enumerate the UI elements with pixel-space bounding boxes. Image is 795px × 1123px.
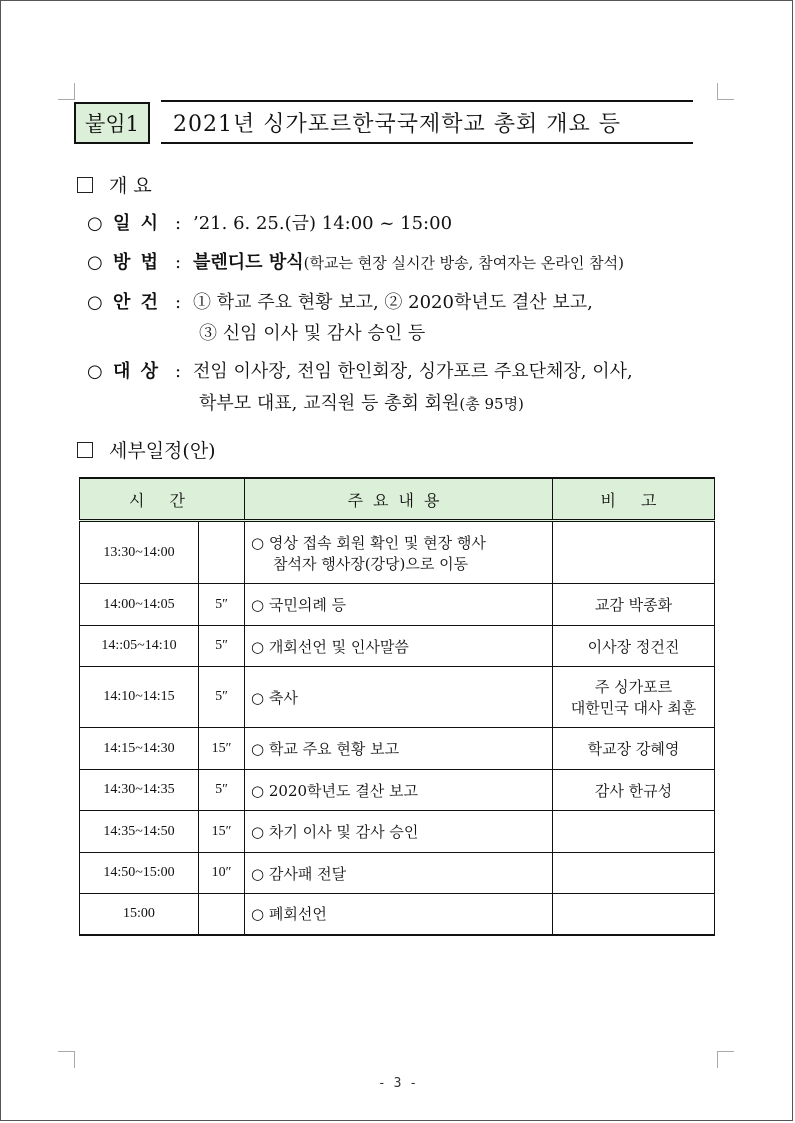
cell-duration: 15″ [199,811,245,853]
cell-time: 14:15~14:30 [80,728,199,770]
item-key: 일 시 [113,213,161,234]
item-colon: : [175,213,182,234]
title-rule-top [161,100,693,102]
table-row [80,853,715,894]
item-target-count: (총 95명) [459,395,524,413]
table-row [80,728,715,770]
cell-note-line2: 대한민국 대사 최훈 [570,699,697,717]
item-key: 대 상 [113,361,161,382]
cell-content-line2: 참석자 행사장(강당)으로 이동 [273,554,469,573]
section-overview [77,171,152,198]
cell-content: ○ 2020학년도 결산 보고 [245,770,553,811]
table-row [80,770,715,811]
cell-content-line1: ○ 영상 접속 회원 확인 및 현장 행사 [251,533,486,552]
item-colon: : [175,361,182,382]
cell-content: ○ 국민의례 등 [245,584,553,626]
item-value: 전임 이사장, 전임 한인회장, 싱가포르 주요단체장, 이사, [193,361,633,382]
item-key: 안 건 [113,292,161,313]
cell-duration [199,894,245,935]
table-row [80,667,715,728]
cell-content: ○ 축사 [245,667,553,728]
crop-mark-top-right [717,83,734,100]
cell-content: ○ 폐회선언 [245,894,553,935]
cell-note-line1: 주 싱가포르 [594,678,673,696]
table-row [80,811,715,853]
item-date [87,209,452,235]
cell-duration: 10″ [199,853,245,894]
section-schedule [77,436,216,463]
cell-duration: 5″ [199,770,245,811]
item-agenda [87,288,593,314]
cell-note: 이사장 정건진 [553,626,715,667]
bullet-circle-icon: ○ [87,361,103,382]
cell-content: ○ 차기 이사 및 감사 승인 [245,811,553,853]
cell-note: 감사 한규성 [553,770,715,811]
cell-note: 학교장 강혜영 [553,728,715,770]
item-value: ① 학교 주요 현황 보고, ② 2020학년도 결산 보고, [193,292,593,313]
cell-time: 14:35~14:50 [80,811,199,853]
crop-mark-top-left [58,83,75,100]
item-value-bold: 블렌디드 방식 [193,252,304,273]
header-note: 비 고 [553,478,715,521]
table-row [80,521,715,584]
cell-note [553,853,715,894]
item-agenda-cont: ③ 신임 이사 및 감사 승인 등 [199,323,426,344]
bullet-circle-icon: ○ [87,252,103,273]
bullet-circle-icon: ○ [87,213,103,234]
cell-duration: 5″ [199,667,245,728]
section-overview-label: 개 요 [109,175,152,197]
header-content: 주요내용 [245,478,553,521]
cell-duration: 5″ [199,584,245,626]
table-row [80,626,715,667]
checkbox-square-icon [77,442,93,458]
crop-mark-bottom-left [58,1051,75,1068]
header-time: 시 간 [80,478,245,521]
cell-content: ○ 개회선언 및 인사말씀 [245,626,553,667]
cell-note: 교감 박종화 [553,584,715,626]
cell-note [553,811,715,853]
page-number: - 3 - [377,1076,418,1091]
cell-duration: 15″ [199,728,245,770]
item-value-note: (학교는 현장 실시간 방송, 참여자는 온라인 참석) [303,254,625,272]
cell-content: ○ 학교 주요 현황 보고 [245,728,553,770]
cell-time: 15:00 [80,894,199,935]
cell-time: 14:10~14:15 [80,667,199,728]
title-rule-bottom [161,142,693,144]
cell-content: ○ 감사패 전달 [245,853,553,894]
checkbox-square-icon [77,177,93,193]
table-header-row [80,478,715,521]
table-row [80,584,715,626]
item-target-cont-text: 학부모 대표, 교직원 등 총회 회원 [199,393,460,414]
cell-note [553,667,715,728]
crop-mark-bottom-right [717,1051,734,1068]
table-row [80,894,715,935]
item-method [87,248,624,274]
item-key: 방 법 [113,252,161,273]
document-title: 2021년 싱가포르한국국제학교 총회 개요 등 [173,112,621,137]
cell-time: 14:50~15:00 [80,853,199,894]
cell-note [553,521,715,584]
cell-duration [199,521,245,584]
cell-time: 14::05~14:10 [80,626,199,667]
cell-time: 14:30~14:35 [80,770,199,811]
item-colon: : [175,292,182,313]
bullet-circle-icon: ○ [87,292,103,313]
item-colon: : [175,252,182,273]
section-schedule-label: 세부일정(안) [109,440,216,462]
schedule-table [79,477,715,936]
cell-time: 13:30~14:00 [80,521,199,584]
cell-content [245,521,553,584]
cell-duration: 5″ [199,626,245,667]
item-target [87,357,633,383]
cell-note [553,894,715,935]
cell-time: 14:00~14:05 [80,584,199,626]
attachment-badge: 붙임1 [74,102,150,144]
item-target-cont [199,389,524,415]
item-value: ’21. 6. 25.(금) 14:00 ~ 15:00 [193,213,453,234]
